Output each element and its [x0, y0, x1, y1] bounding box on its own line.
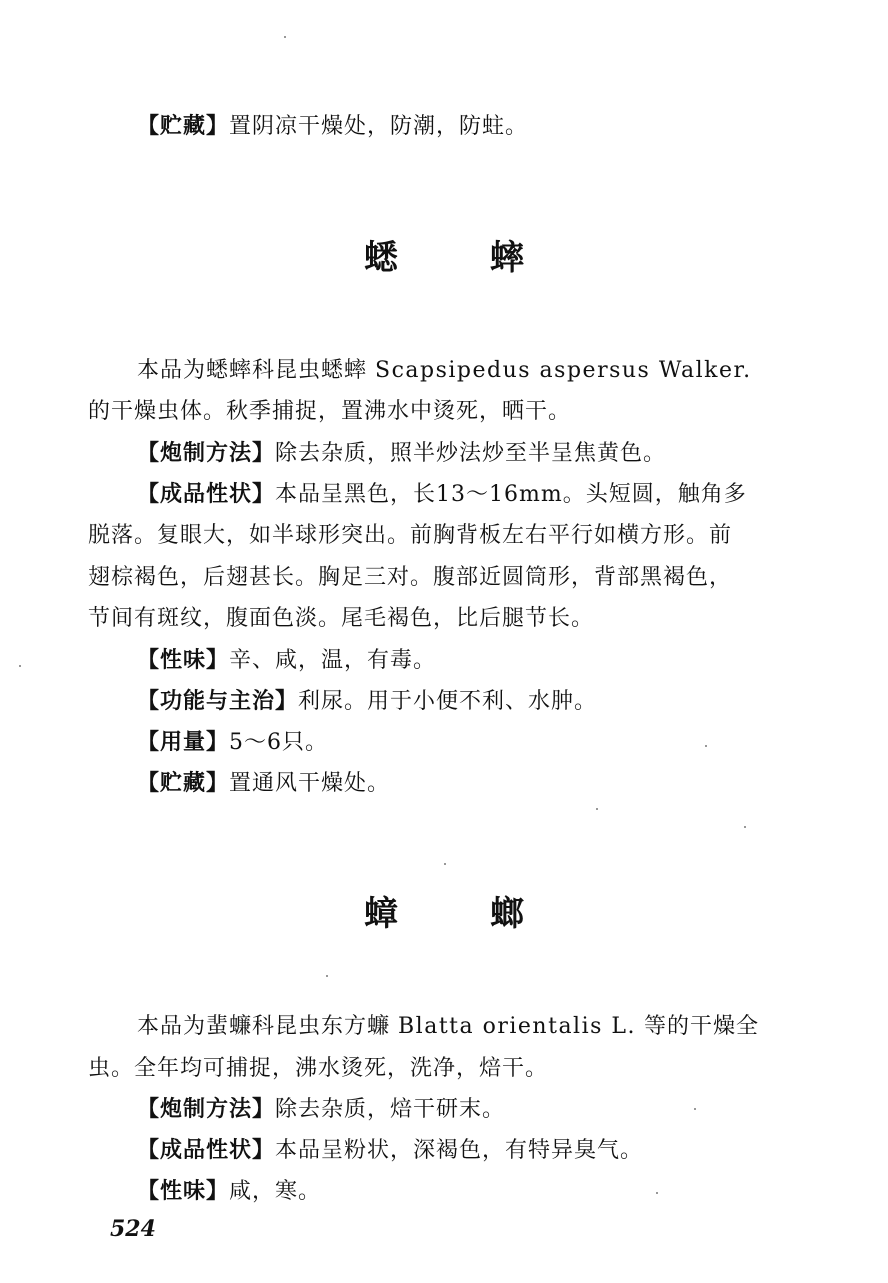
cricket-traits-line-3: 翅棕褐色，后翅甚长。胸足三对。腹部近圆筒形，背部黑褐色， — [88, 565, 733, 590]
title-char: 蟋 — [364, 238, 398, 278]
cricket-intro-line-1 — [137, 356, 752, 386]
cockroach-traits-line — [137, 1136, 643, 1166]
scan-speck — [284, 36, 286, 38]
taste-tag: 【性味】 — [137, 1179, 230, 1204]
intro-text-tail: 等的干燥全 — [636, 1014, 760, 1039]
latin-name: Scapsipedus aspersus Walker. — [375, 358, 752, 383]
title-char: 蟀 — [490, 238, 524, 278]
method-tag: 【炮制方法】 — [137, 1097, 276, 1122]
scan-speck — [744, 826, 746, 828]
function-text: 利尿。用于小便不利、水肿。 — [298, 689, 598, 714]
traits-text: 本品呈粉状，深褐色，有特异臭气。 — [275, 1138, 644, 1163]
storage-tag: 【贮藏】 — [137, 114, 230, 139]
section-title-cockroach — [0, 892, 888, 936]
scan-speck — [596, 808, 598, 810]
intro-text: 本品为蟋蟀科昆虫蟋蟀 — [137, 358, 375, 383]
function-tag: 【功能与主治】 — [137, 689, 299, 714]
title-char: 螂 — [490, 894, 524, 934]
latin-name: Blatta orientalis L. — [398, 1014, 637, 1039]
storage-text: 置通风干燥处。 — [229, 771, 391, 796]
cricket-taste-line — [137, 646, 436, 676]
dosage-text: 5～6只。 — [229, 730, 329, 755]
storage-text: 置阴凉干燥处，防潮，防蛀。 — [229, 114, 529, 139]
scan-speck — [326, 975, 328, 977]
page-number: 524 — [110, 1216, 156, 1242]
scan-speck — [694, 1108, 696, 1110]
cockroach-intro-line-1 — [137, 1012, 759, 1042]
traits-text: 本品呈黑色，长13～16mm。头短圆，触角多 — [275, 482, 747, 507]
taste-text: 咸，寒。 — [229, 1179, 322, 1204]
cricket-storage-line — [137, 769, 390, 799]
intro-text: 本品为蜚蠊科昆虫东方蠊 — [137, 1014, 398, 1039]
cricket-traits-line-4: 节间有斑纹，腹面色淡。尾毛褐色，比后腿节长。 — [88, 606, 595, 631]
cockroach-method-line — [137, 1095, 505, 1125]
scan-speck — [19, 665, 21, 667]
scan-speck — [656, 1192, 658, 1194]
traits-tag: 【成品性状】 — [137, 1138, 276, 1163]
scan-speck — [705, 745, 707, 747]
taste-tag: 【性味】 — [137, 648, 230, 673]
section-title-cricket — [0, 236, 888, 280]
cricket-traits-line-2: 脱落。复眼大，如半球形突出。前胸背板左右平行如横方形。前 — [88, 523, 733, 548]
title-char: 蟑 — [364, 894, 398, 934]
cricket-traits-line-1 — [137, 480, 747, 510]
method-text: 除去杂质，照半炒法炒至半呈焦黄色。 — [275, 441, 667, 466]
cricket-dosage-line — [137, 728, 328, 758]
cricket-method-line — [137, 439, 666, 469]
cockroach-intro-line-2: 虫。全年均可捕捉，沸水烫死，洗净，焙干。 — [88, 1056, 549, 1081]
method-text: 除去杂质，焙干研末。 — [275, 1097, 506, 1122]
cockroach-taste-line — [137, 1177, 321, 1207]
scan-speck — [444, 863, 446, 865]
top-storage-line — [137, 112, 528, 142]
taste-text: 辛、咸，温，有毒。 — [229, 648, 437, 673]
cricket-intro-line-2: 的干燥虫体。秋季捕捉，置沸水中烫死，晒干。 — [88, 399, 572, 424]
dosage-tag: 【用量】 — [137, 730, 230, 755]
storage-tag: 【贮藏】 — [137, 771, 230, 796]
method-tag: 【炮制方法】 — [137, 441, 276, 466]
cricket-function-line — [137, 687, 597, 717]
traits-tag: 【成品性状】 — [137, 482, 276, 507]
